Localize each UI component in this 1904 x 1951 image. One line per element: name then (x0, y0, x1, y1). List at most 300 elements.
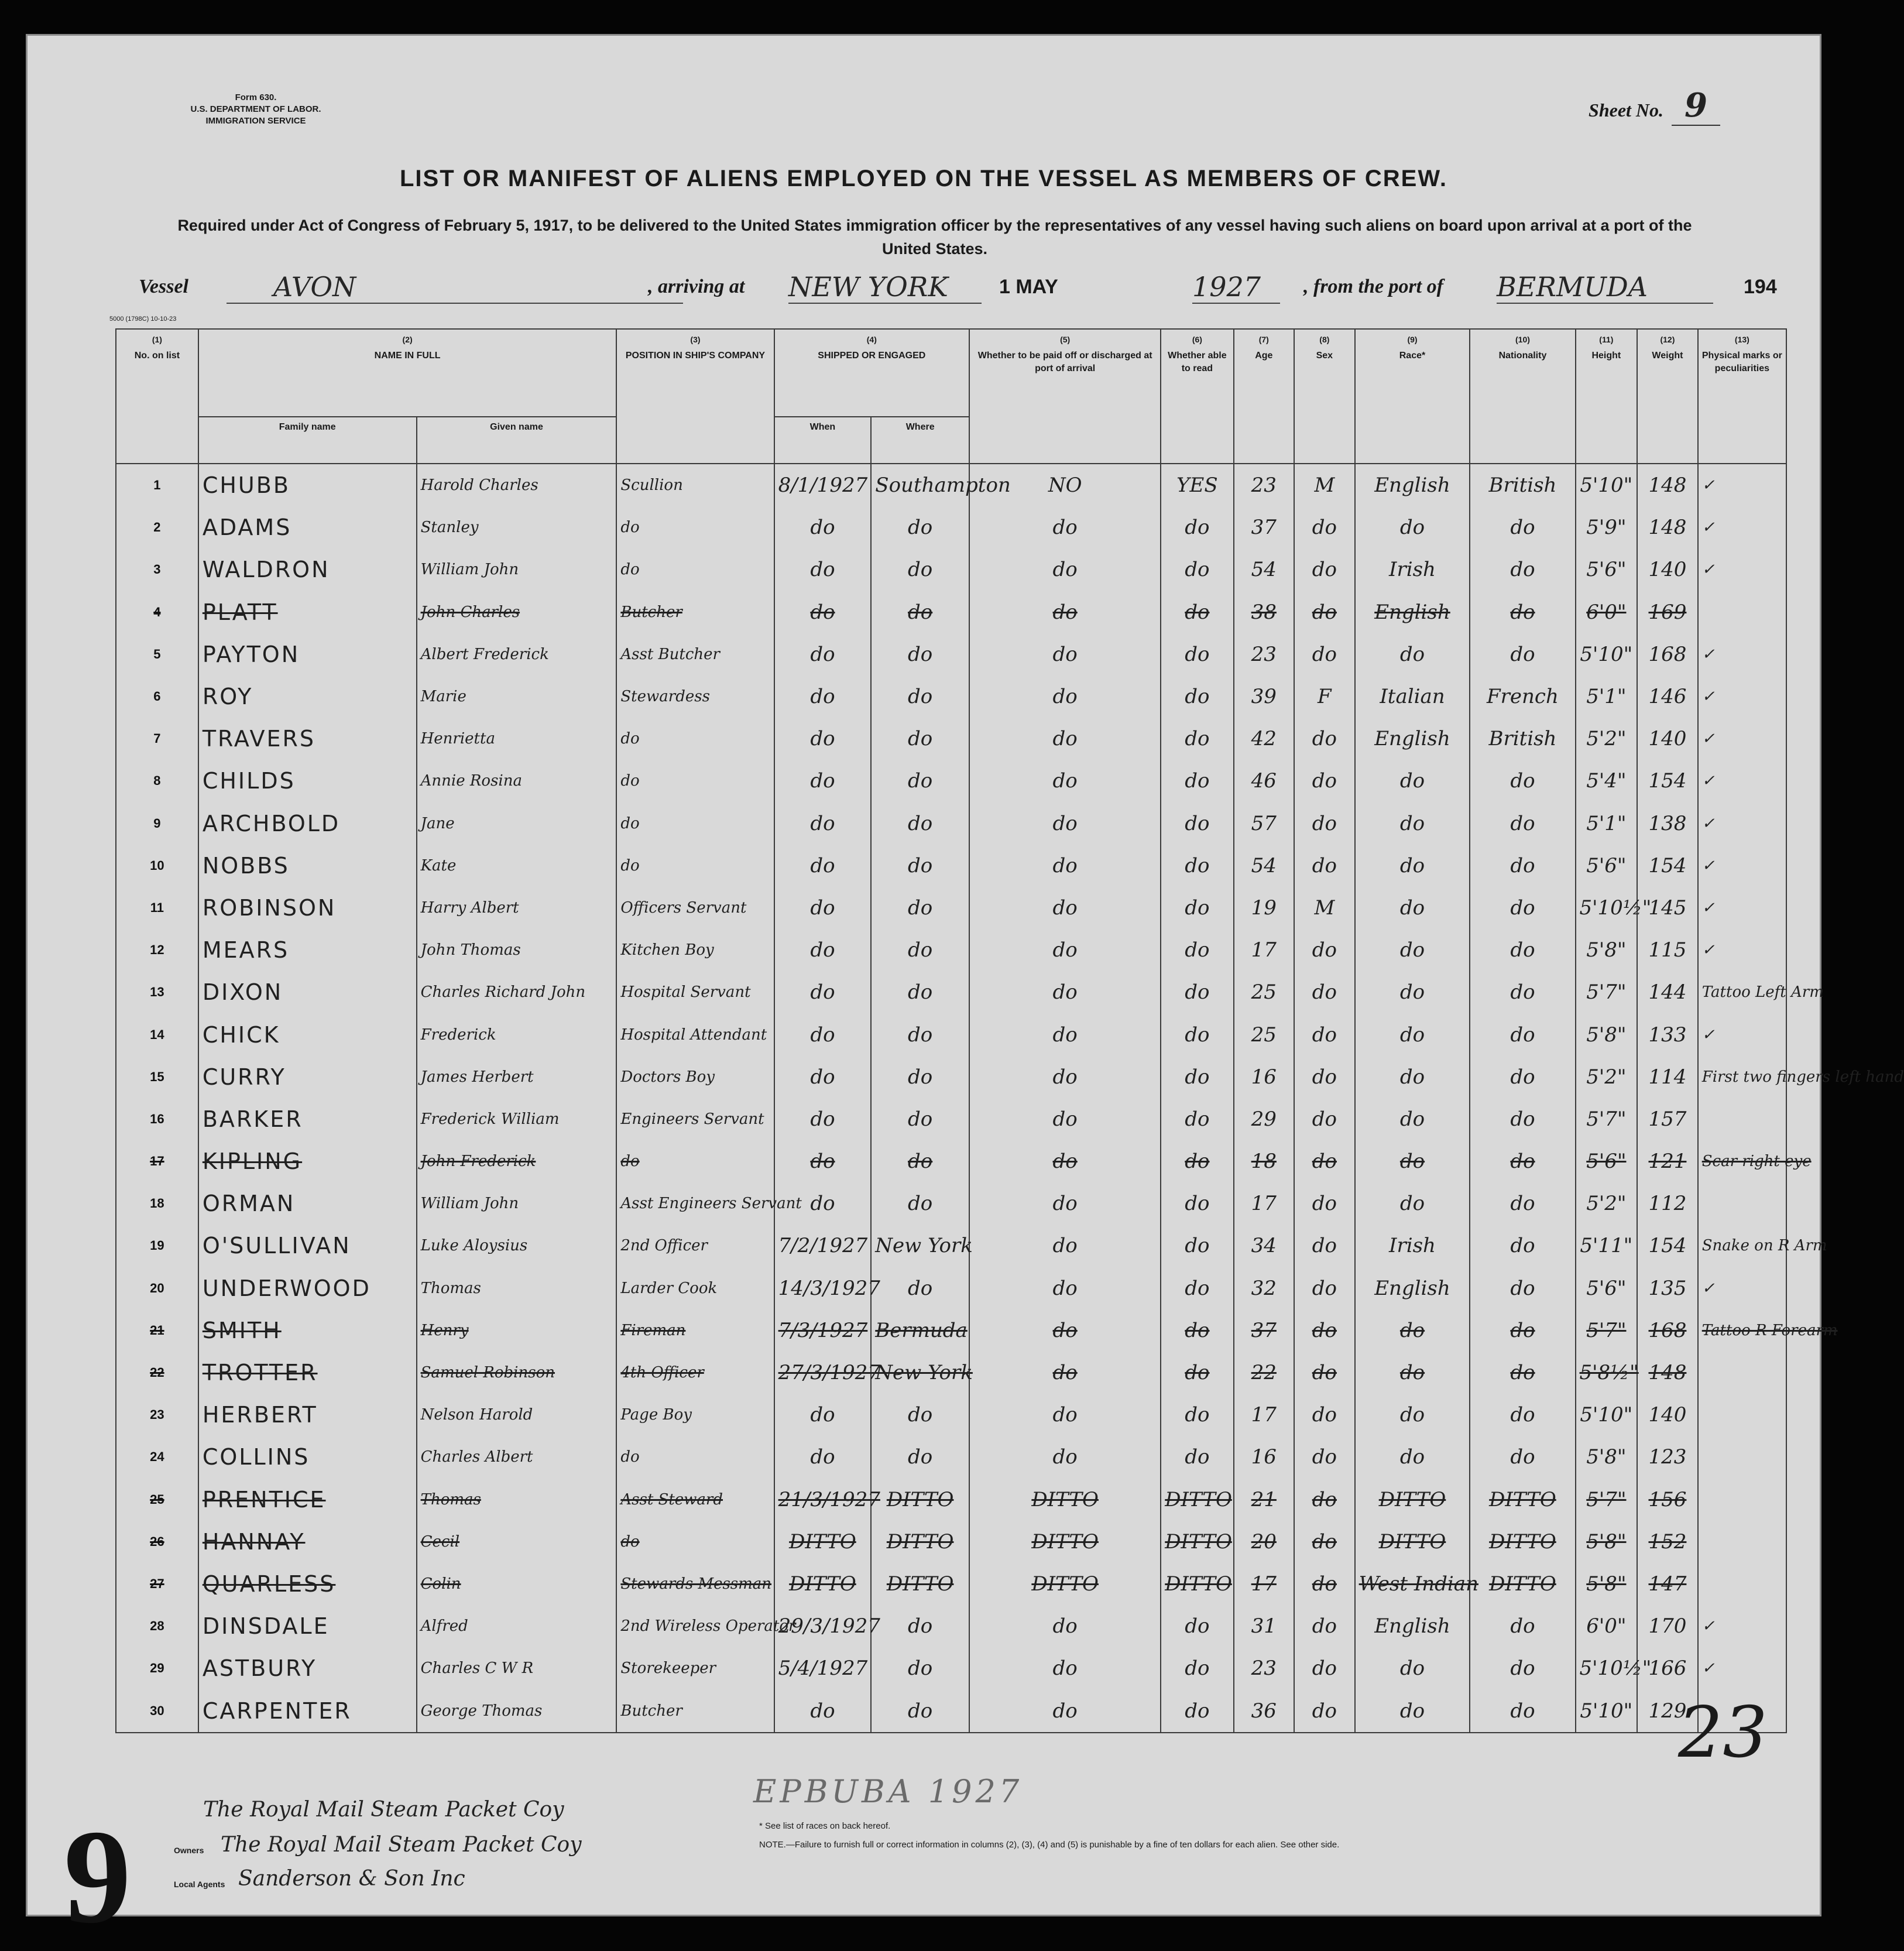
paid-off-cell: do (969, 1140, 1161, 1182)
age-cell: 23 (1234, 464, 1295, 506)
table-row (116, 803, 1786, 845)
height-cell: 5'2" (1576, 1182, 1638, 1225)
sex-cell: do (1294, 1013, 1355, 1055)
able-to-read-cell: DITTO (1161, 1563, 1233, 1605)
age-cell: 31 (1234, 1605, 1295, 1647)
height-cell: 5'7" (1576, 1479, 1638, 1521)
age-cell: 37 (1234, 506, 1295, 548)
position-cell: 2nd Wireless Operator (616, 1605, 774, 1647)
given-name-cell: William John (417, 1182, 617, 1225)
family-name-cell: COLLINS (198, 1436, 417, 1478)
table-row (116, 1436, 1786, 1478)
race-cell: do (1355, 887, 1470, 929)
given-name-cell: John Charles (417, 591, 617, 633)
family-name-cell: KIPLING (198, 1140, 417, 1182)
col-race-header: (9) Race* (1355, 329, 1470, 464)
age-cell: 54 (1234, 845, 1295, 887)
nationality-cell: do (1470, 971, 1575, 1013)
col-marks-header: (13) Physical marks or peculiarities (1698, 329, 1786, 464)
row-number-cell: 11 (116, 887, 198, 929)
able-to-read-cell: do (1161, 633, 1233, 676)
nationality-cell: French (1470, 676, 1575, 718)
penalty-note: NOTE.—Failure to furnish full or correct information in columns (2), (3), (4) and (5) is punishable by a fine of ten dollars for each alien. See other side. (759, 1840, 1340, 1850)
row-number-cell: 17 (116, 1140, 198, 1182)
family-name-cell: PLATT (198, 591, 417, 633)
table-row (116, 1056, 1786, 1098)
year-printed: 194 (1744, 276, 1777, 298)
family-name-cell: ADAMS (198, 506, 417, 548)
page-title: LIST OR MANIFEST OF ALIENS EMPLOYED ON THE VESSEL AS MEMBERS OF CREW. (400, 166, 1447, 191)
sex-cell: do (1294, 1521, 1355, 1563)
col-nationality-header: (10) Nationality (1470, 329, 1575, 464)
able-to-read-cell: do (1161, 1013, 1233, 1055)
shipped-where-cell: do (871, 1647, 969, 1689)
able-to-read-cell: do (1161, 1267, 1233, 1309)
able-to-read-cell: do (1161, 676, 1233, 718)
table-row (116, 887, 1786, 929)
physical-marks-cell: ✓ (1698, 803, 1786, 845)
given-name-cell: Thomas (417, 1267, 617, 1309)
weight-cell: 138 (1637, 803, 1698, 845)
nationality-cell: do (1470, 1056, 1575, 1098)
shipped-where-cell: do (871, 718, 969, 760)
position-cell: Stewardess (616, 676, 774, 718)
age-cell: 29 (1234, 1098, 1295, 1140)
sex-cell: do (1294, 1225, 1355, 1267)
age-cell: 20 (1234, 1521, 1295, 1563)
race-cell: Irish (1355, 548, 1470, 591)
family-name-cell: CHICK (198, 1013, 417, 1055)
height-cell: 5'7" (1576, 971, 1638, 1013)
able-to-read-cell: do (1161, 591, 1233, 633)
physical-marks-cell (1698, 1098, 1786, 1140)
height-cell: 5'1" (1576, 803, 1638, 845)
race-cell: do (1355, 506, 1470, 548)
table-row (116, 1140, 1786, 1182)
family-name-cell: PAYTON (198, 633, 417, 676)
weight-cell: 140 (1637, 548, 1698, 591)
table-row (116, 548, 1786, 591)
paid-off-cell: do (969, 1098, 1161, 1140)
given-name-cell: Alfred (417, 1605, 617, 1647)
physical-marks-cell: Scar right eye (1698, 1140, 1786, 1182)
nationality-cell: do (1470, 1605, 1575, 1647)
paid-off-cell: do (969, 591, 1161, 633)
family-name-cell: ORMAN (198, 1182, 417, 1225)
given-name-cell: William John (417, 548, 617, 591)
nationality-cell: do (1470, 1309, 1575, 1352)
nationality-cell: DITTO (1470, 1521, 1575, 1563)
shipped-when-cell: do (774, 591, 872, 633)
sheet-value: 9 (1672, 86, 1720, 126)
weight-cell: 148 (1637, 506, 1698, 548)
able-to-read-cell: do (1161, 845, 1233, 887)
age-cell: 42 (1234, 718, 1295, 760)
col-shipped-header: (4) SHIPPED OR ENGAGED (774, 329, 969, 417)
physical-marks-cell: Tattoo R Forearm (1698, 1309, 1786, 1352)
shipped-when-cell: 14/3/1927 (774, 1267, 872, 1309)
sheet-big-number: 9 (64, 1802, 131, 1951)
race-cell: DITTO (1355, 1521, 1470, 1563)
row-number-cell: 16 (116, 1098, 198, 1140)
shipped-when-cell: do (774, 633, 872, 676)
position-cell: Asst Steward (616, 1479, 774, 1521)
sex-cell: do (1294, 506, 1355, 548)
agents-value: Sanderson & Son Inc (238, 1867, 465, 1891)
weight-cell: 168 (1637, 1309, 1698, 1352)
shipped-when-cell: 29/3/1927 (774, 1605, 872, 1647)
table-row (116, 1563, 1786, 1605)
able-to-read-cell: YES (1161, 464, 1233, 506)
nationality-cell: do (1470, 1267, 1575, 1309)
height-cell: 5'11" (1576, 1225, 1638, 1267)
table-row (116, 929, 1786, 971)
race-cell: do (1355, 1013, 1470, 1055)
height-cell: 5'9" (1576, 506, 1638, 548)
weight-cell: 135 (1637, 1267, 1698, 1309)
family-name-cell: MEARS (198, 929, 417, 971)
family-name-cell: CHILDS (198, 760, 417, 802)
shipped-where-cell: do (871, 1605, 969, 1647)
col-age-header: (7) Age (1234, 329, 1295, 464)
shipped-when-cell: do (774, 1140, 872, 1182)
shipped-when-cell: do (774, 548, 872, 591)
age-cell: 17 (1234, 1563, 1295, 1605)
position-cell: Page Boy (616, 1394, 774, 1436)
physical-marks-cell: ✓ (1698, 506, 1786, 548)
weight-cell: 148 (1637, 1352, 1698, 1394)
position-cell: do (616, 1436, 774, 1478)
physical-marks-cell (1698, 1352, 1786, 1394)
paid-off-cell: do (969, 929, 1161, 971)
sex-cell: do (1294, 633, 1355, 676)
master-value: The Royal Mail Steam Packet Coy (203, 1798, 564, 1822)
shipped-when-cell: do (774, 971, 872, 1013)
paid-off-cell: DITTO (969, 1521, 1161, 1563)
weight-cell: 157 (1637, 1098, 1698, 1140)
table-row (116, 1605, 1786, 1647)
shipped-where-cell: DITTO (871, 1521, 969, 1563)
age-cell: 17 (1234, 1182, 1295, 1225)
shipped-where-cell: do (871, 887, 969, 929)
weight-cell: 154 (1637, 1225, 1698, 1267)
age-cell: 18 (1234, 1140, 1295, 1182)
table-row (116, 506, 1786, 548)
family-name-cell: SMITH (198, 1309, 417, 1352)
family-name-cell: BARKER (198, 1098, 417, 1140)
vessel-value: AVON (227, 271, 683, 304)
shipped-where-cell: Bermuda (871, 1309, 969, 1352)
weight-cell: 170 (1637, 1605, 1698, 1647)
weight-cell: 144 (1637, 971, 1698, 1013)
position-cell: do (616, 1140, 774, 1182)
page-subtitle: Required under Act of Congress of February 5, 1917, to be delivered to the United States immigration officer by the representatives of any vessel having such aliens on board upon arrival at a port of the United States. (177, 217, 1692, 258)
age-cell: 19 (1234, 887, 1295, 929)
given-name-cell: Thomas (417, 1479, 617, 1521)
manifest-sheet (26, 34, 1904, 1951)
able-to-read-cell: do (1161, 1647, 1233, 1689)
able-to-read-cell: do (1161, 929, 1233, 971)
race-cell: English (1355, 591, 1470, 633)
physical-marks-cell: ✓ (1698, 633, 1786, 676)
table-row (116, 1521, 1786, 1563)
arriving-label: , arriving at (648, 276, 745, 297)
table-row (116, 718, 1786, 760)
row-number-cell: 22 (116, 1352, 198, 1394)
position-cell: do (616, 845, 774, 887)
height-cell: 5'2" (1576, 718, 1638, 760)
age-cell: 54 (1234, 548, 1295, 591)
shipped-where-cell: do (871, 845, 969, 887)
shipped-when-cell: do (774, 760, 872, 802)
table-row (116, 1352, 1786, 1394)
able-to-read-cell: do (1161, 1309, 1233, 1352)
height-cell: 5'6" (1576, 548, 1638, 591)
position-cell: Larder Cook (616, 1267, 774, 1309)
vessel-label: Vessel (139, 276, 188, 297)
age-cell: 16 (1234, 1436, 1295, 1478)
height-cell: 5'10½" (1576, 1647, 1638, 1689)
able-to-read-cell: do (1161, 548, 1233, 591)
weight-cell: 140 (1637, 1394, 1698, 1436)
physical-marks-cell: ✓ (1698, 718, 1786, 760)
family-name-cell: CHUBB (198, 464, 417, 506)
able-to-read-cell: do (1161, 1394, 1233, 1436)
given-name-cell: Nelson Harold (417, 1394, 617, 1436)
age-cell: 17 (1234, 929, 1295, 971)
shipped-when-cell: do (774, 718, 872, 760)
paid-off-cell: do (969, 1689, 1161, 1732)
height-cell: 5'10" (1576, 1394, 1638, 1436)
height-cell: 5'4" (1576, 760, 1638, 802)
physical-marks-cell: ✓ (1698, 548, 1786, 591)
race-cell: English (1355, 464, 1470, 506)
shipped-when-cell: do (774, 1394, 872, 1436)
row-number-cell: 15 (116, 1056, 198, 1098)
given-name-cell: Kate (417, 845, 617, 887)
position-cell: Butcher (616, 591, 774, 633)
paid-off-cell: do (969, 760, 1161, 802)
sex-cell: do (1294, 1647, 1355, 1689)
paid-off-cell: NO (969, 464, 1161, 506)
age-cell: 17 (1234, 1394, 1295, 1436)
shipped-when-cell: 7/2/1927 (774, 1225, 872, 1267)
row-number-cell: 26 (116, 1521, 198, 1563)
sex-cell: do (1294, 1267, 1355, 1309)
col-when-header: When (774, 417, 872, 464)
table-row (116, 1225, 1786, 1267)
position-cell: do (616, 718, 774, 760)
given-name-cell: Marie (417, 676, 617, 718)
able-to-read-cell: do (1161, 1436, 1233, 1478)
owners-label: Owners (174, 1846, 204, 1855)
sex-cell: do (1294, 1605, 1355, 1647)
form-number: Form 630. (235, 92, 277, 102)
shipped-where-cell: do (871, 1013, 969, 1055)
physical-marks-cell (1698, 1563, 1786, 1605)
physical-marks-cell: ✓ (1698, 1647, 1786, 1689)
shipped-where-cell: do (871, 929, 969, 971)
age-cell: 32 (1234, 1267, 1295, 1309)
sex-cell: do (1294, 1563, 1355, 1605)
age-cell: 57 (1234, 803, 1295, 845)
row-number-cell: 12 (116, 929, 198, 971)
able-to-read-cell: DITTO (1161, 1479, 1233, 1521)
paid-off-cell: do (969, 1225, 1161, 1267)
physical-marks-cell: ✓ (1698, 845, 1786, 887)
crew-manifest-table (115, 328, 1904, 1733)
physical-marks-cell: First two fingers left hand (1698, 1056, 1786, 1098)
shipped-where-cell: do (871, 1098, 969, 1140)
shipped-where-cell: do (871, 1689, 969, 1732)
nationality-cell: do (1470, 803, 1575, 845)
weight-cell: 121 (1637, 1140, 1698, 1182)
race-cell: do (1355, 1098, 1470, 1140)
given-name-cell: Henry (417, 1309, 617, 1352)
paid-off-cell: DITTO (969, 1563, 1161, 1605)
table-row (116, 1479, 1786, 1521)
date-value: 1 MAY (999, 276, 1058, 298)
col-height-header: (11) Height (1576, 329, 1638, 464)
physical-marks-cell: ✓ (1698, 1267, 1786, 1309)
family-name-cell: ASTBURY (198, 1647, 417, 1689)
form-identifier (133, 92, 379, 127)
given-name-cell: Stanley (417, 506, 617, 548)
able-to-read-cell: do (1161, 1352, 1233, 1394)
given-name-cell: Albert Frederick (417, 633, 617, 676)
sex-cell: do (1294, 929, 1355, 971)
given-name-cell: Frederick (417, 1013, 617, 1055)
able-to-read-cell: DITTO (1161, 1521, 1233, 1563)
shipped-when-cell: do (774, 1689, 872, 1732)
row-number-cell: 19 (116, 1225, 198, 1267)
height-cell: 6'0" (1576, 591, 1638, 633)
sex-cell: do (1294, 1479, 1355, 1521)
physical-marks-cell (1698, 1521, 1786, 1563)
physical-marks-cell: Tattoo Left Arm (1698, 971, 1786, 1013)
shipped-when-cell: DITTO (774, 1563, 872, 1605)
paid-off-cell: do (969, 506, 1161, 548)
family-name-cell: DINSDALE (198, 1605, 417, 1647)
weight-cell: 129 (1637, 1689, 1698, 1732)
table-row (116, 1309, 1786, 1352)
row-number-cell: 7 (116, 718, 198, 760)
row-number-cell: 3 (116, 548, 198, 591)
race-cell: do (1355, 1309, 1470, 1352)
sex-cell: F (1294, 676, 1355, 718)
race-cell: do (1355, 1352, 1470, 1394)
paid-off-cell: do (969, 633, 1161, 676)
shipped-where-cell: do (871, 1394, 969, 1436)
sex-cell: do (1294, 1140, 1355, 1182)
table-row (116, 1267, 1786, 1309)
row-number-cell: 25 (116, 1479, 198, 1521)
family-name-cell: ROY (198, 676, 417, 718)
age-cell: 22 (1234, 1352, 1295, 1394)
age-cell: 23 (1234, 633, 1295, 676)
given-name-cell: Charles Albert (417, 1436, 617, 1478)
sex-cell: do (1294, 1689, 1355, 1732)
table-row (116, 1013, 1786, 1055)
weight-cell: 133 (1637, 1013, 1698, 1055)
sex-cell: M (1294, 464, 1355, 506)
nationality-cell: do (1470, 1013, 1575, 1055)
nationality-cell: do (1470, 1140, 1575, 1182)
height-cell: 5'7" (1576, 1098, 1638, 1140)
given-name-cell: Luke Aloysius (417, 1225, 617, 1267)
physical-marks-cell: ✓ (1698, 1013, 1786, 1055)
able-to-read-cell: do (1161, 1225, 1233, 1267)
able-to-read-cell: do (1161, 506, 1233, 548)
arriving-value: NEW YORK (788, 271, 982, 304)
shipped-when-cell: do (774, 887, 872, 929)
nationality-cell: do (1470, 929, 1575, 971)
able-to-read-cell: do (1161, 1056, 1233, 1098)
sex-cell: do (1294, 760, 1355, 802)
family-name-cell: TRAVERS (198, 718, 417, 760)
physical-marks-cell: ✓ (1698, 929, 1786, 971)
sex-cell: do (1294, 548, 1355, 591)
family-name-cell: DIXON (198, 971, 417, 1013)
row-number-cell: 1 (116, 464, 198, 506)
row-number-cell: 5 (116, 633, 198, 676)
position-cell: Doctors Boy (616, 1056, 774, 1098)
weight-cell: 154 (1637, 845, 1698, 887)
paid-off-cell: do (969, 887, 1161, 929)
sheet-label: Sheet No. (1589, 100, 1664, 121)
given-name-cell: Harry Albert (417, 887, 617, 929)
col-where-header: Where (871, 417, 969, 464)
age-cell: 25 (1234, 971, 1295, 1013)
able-to-read-cell: do (1161, 803, 1233, 845)
row-number-cell: 27 (116, 1563, 198, 1605)
height-cell: 5'8½" (1576, 1352, 1638, 1394)
sex-cell: do (1294, 718, 1355, 760)
weight-cell: 156 (1637, 1479, 1698, 1521)
crew-rows (116, 464, 1904, 1733)
nationality-cell: British (1470, 718, 1575, 760)
col-position-header: (3) POSITION IN SHIP'S COMPANY (616, 329, 774, 464)
height-cell: 5'6" (1576, 1267, 1638, 1309)
given-name-cell: George Thomas (417, 1689, 617, 1732)
shipped-when-cell: do (774, 803, 872, 845)
height-cell: 5'7" (1576, 1309, 1638, 1352)
shipped-when-cell: do (774, 1098, 872, 1140)
family-name-cell: ROBINSON (198, 887, 417, 929)
shipped-when-cell: 7/3/1927 (774, 1309, 872, 1352)
position-cell: Hospital Attendant (616, 1013, 774, 1055)
paid-off-cell: do (969, 676, 1161, 718)
physical-marks-cell (1698, 1182, 1786, 1225)
table-row (116, 1182, 1786, 1225)
nationality-cell: do (1470, 1182, 1575, 1225)
shipped-where-cell: do (871, 506, 969, 548)
height-cell: 6'0" (1576, 1605, 1638, 1647)
position-cell: Stewards Messman (616, 1563, 774, 1605)
physical-marks-cell: ✓ (1698, 676, 1786, 718)
table-row (116, 676, 1786, 718)
paid-off-cell: do (969, 1056, 1161, 1098)
race-cell: do (1355, 1182, 1470, 1225)
height-cell: 5'8" (1576, 929, 1638, 971)
shipped-when-cell: DITTO (774, 1521, 872, 1563)
physical-marks-cell (1698, 1479, 1786, 1521)
nationality-cell: British (1470, 464, 1575, 506)
paid-off-cell: DITTO (969, 1479, 1161, 1521)
race-cell: do (1355, 633, 1470, 676)
shipped-where-cell: do (871, 548, 969, 591)
race-cell: Italian (1355, 676, 1470, 718)
